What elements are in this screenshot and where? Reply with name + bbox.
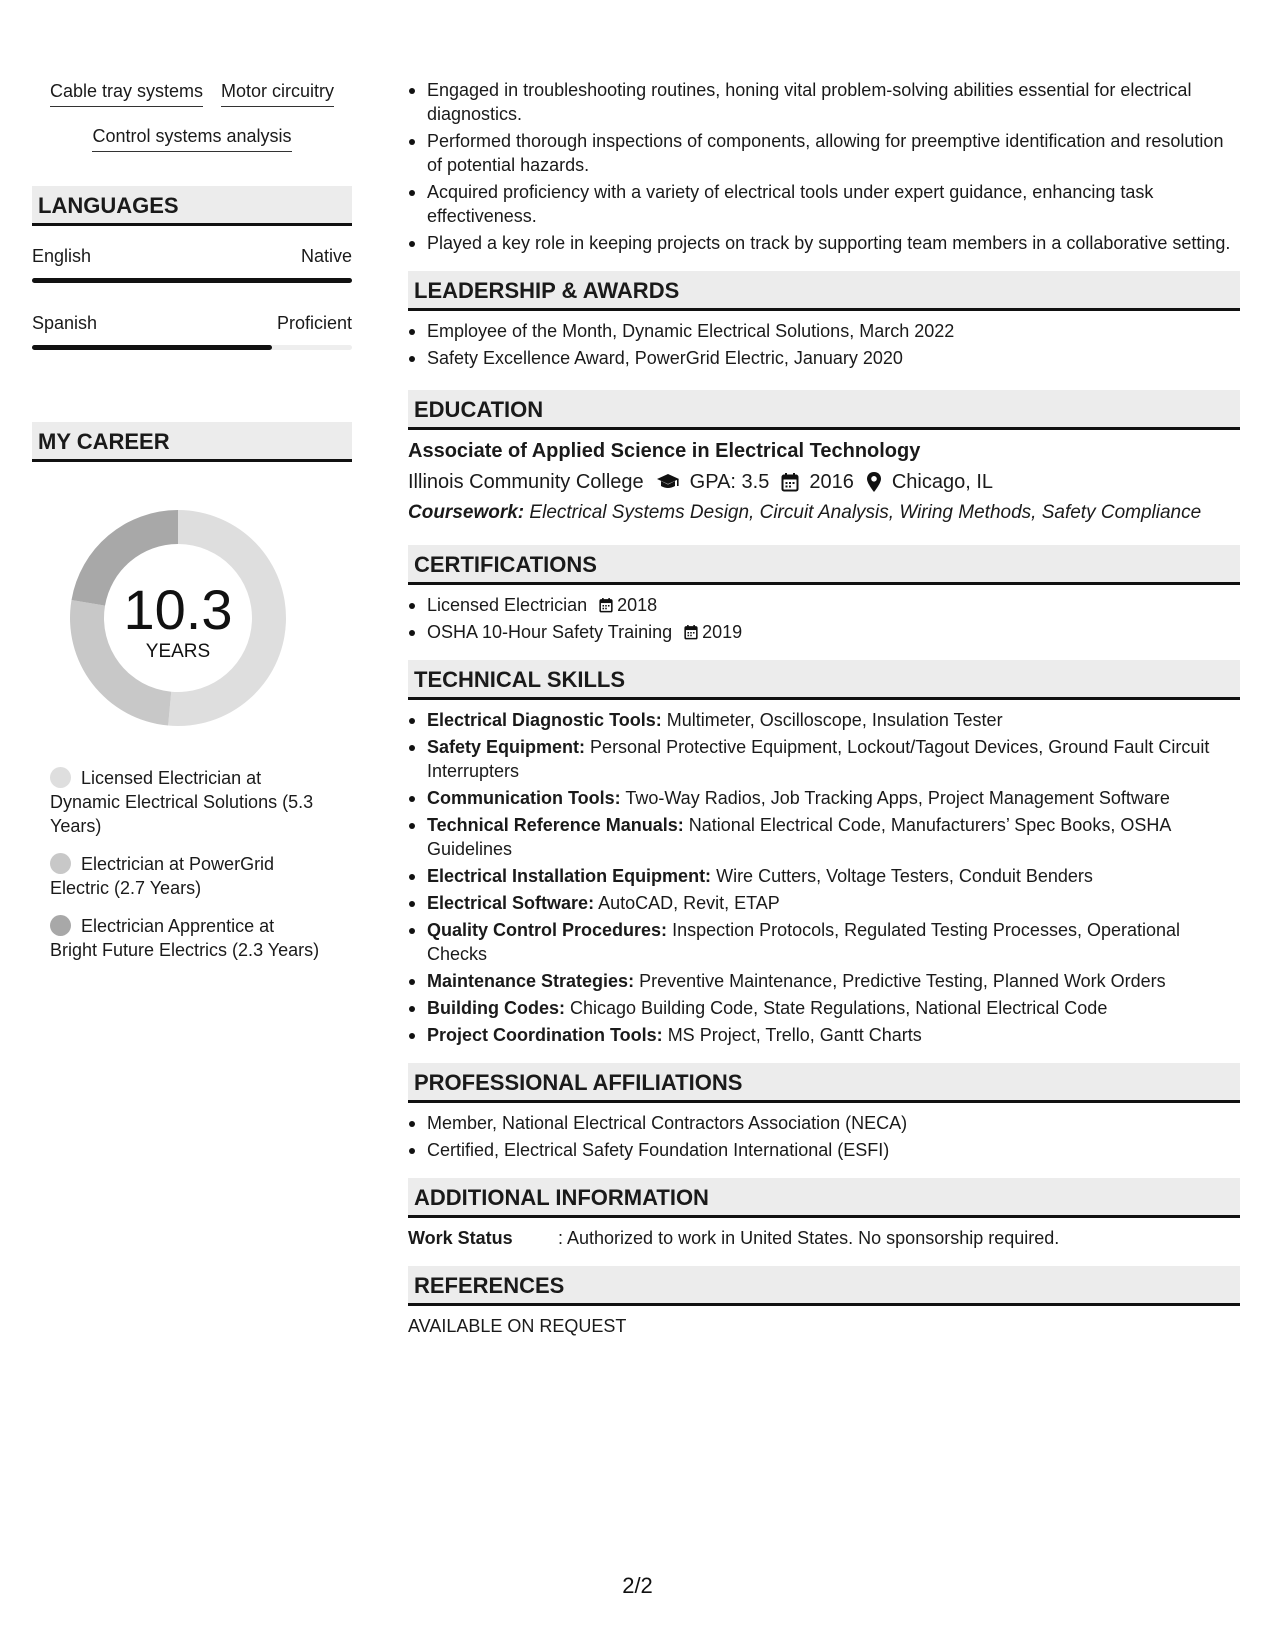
skill-label: Technical Reference Manuals: [427,815,684,835]
skill-tag: Motor circuitry [221,80,334,107]
references-heading: REFERENCES [408,1266,1240,1306]
skill-tag: Cable tray systems [50,80,203,107]
skill-value: Preventive Maintenance, Predictive Testing, Planned Work Orders [639,971,1166,991]
work-status [408,1226,1240,1250]
coursework [408,500,1240,525]
education-heading: EDUCATION [408,390,1240,430]
sidebar [32,80,352,976]
certifications-heading: CERTIFICATIONS [408,545,1240,585]
career-role-label: Licensed Electrician at Dynamic Electrical Solutions (5.3 Years) [50,768,314,836]
language-item [32,311,352,350]
skill-label: Quality Control Procedures: [427,920,668,940]
certification-item [408,593,1240,617]
affiliation-item: Certified, Electrical Safety Foundation International (ESFI) [408,1138,1240,1162]
graduation-cap-icon [656,473,680,491]
language-proficiency-fill [32,345,272,350]
experience-bullet: Performed thorough inspections of components, allowing for preemptive identification and resolution of potential hazards. [408,129,1240,177]
affiliations-heading: PROFESSIONAL AFFILIATIONS [408,1063,1240,1103]
skill-label: Communication Tools: [427,788,621,808]
main-content [408,78,1240,1338]
work-status-value: : Authorized to work in United States. No sponsorship required. [558,1228,1060,1248]
education-entry [408,438,1240,525]
career-legend-item [50,852,322,900]
technical-skill-item [408,735,1240,783]
career-legend-item [50,766,322,838]
career-total-unit: YEARS [145,641,211,662]
coursework-list: Electrical Systems Design, Circuit Analysis, Wiring Methods, Safety Compliance [529,502,1202,523]
leadership-heading: LEADERSHIP & AWARDS [408,271,1240,311]
technical-skills-heading: TECHNICAL SKILLS [408,660,1240,700]
languages-heading: LANGUAGES [32,186,352,226]
education-meta [408,468,1240,496]
graduation-year: 2016 [809,471,854,493]
language-proficiency-bar [32,278,352,283]
language-item [32,244,352,283]
technical-skill-item [408,1023,1240,1047]
technical-skill-item [408,813,1240,861]
skill-value: Personal Protective Equipment, Lockout/Tagout Devices, Ground Fault Circuit Interrupters [427,737,1210,781]
certification-year: 2019 [702,622,743,642]
page-number: 2/2 [622,1573,653,1598]
school-location: Chicago, IL [891,471,993,493]
certifications-list [408,593,1240,644]
technical-skill-item [408,918,1240,966]
calendar-icon [684,624,698,640]
experience-bullet: Engaged in troubleshooting routines, honing vital problem-solving abilities essential for electrical diagnostics. [408,78,1240,126]
technical-skill-item [408,786,1240,810]
technical-skill-item [408,708,1240,732]
leadership-list [408,319,1240,370]
language-name: Spanish [32,313,98,333]
career-legend-item [50,914,322,962]
legend-dot-icon [50,853,71,874]
skill-value: Wire Cutters, Voltage Testers, Conduit Benders [716,866,1093,886]
skill-label: Building Codes: [427,998,565,1018]
certification-name: OSHA 10-Hour Safety Training [427,622,673,642]
certification-year: 2018 [617,595,658,615]
technical-skill-item [408,969,1240,993]
skill-value: Chicago Building Code, State Regulations, National Electrical Code [570,998,1108,1018]
experience-bullets [408,78,1240,255]
references-text: AVAILABLE ON REQUEST [408,1316,627,1336]
skill-label: Electrical Installation Equipment: [427,866,712,886]
leadership-item: Safety Excellence Award, PowerGrid Electric, January 2020 [408,346,1240,370]
skill-tags [32,80,352,152]
language-level: Proficient [276,313,352,333]
skill-value: Two-Way Radios, Job Tracking Apps, Project Management Software [625,788,1170,808]
school-name: Illinois Community College [408,471,644,493]
language-proficiency-fill [32,278,352,283]
language-name: English [32,246,92,266]
affiliation-item: Member, National Electrical Contractors Association (NECA) [408,1111,1240,1135]
career-role-label: Electrician at PowerGrid Electric (2.7 Years) [50,854,275,898]
technical-skill-item [408,864,1240,888]
career-total-value: 10.3 [123,578,233,641]
skill-value: MS Project, Trello, Gantt Charts [667,1025,922,1045]
experience-bullet: Played a key role in keeping projects on track by supporting team members in a collaborative setting. [408,231,1240,255]
leadership-item: Employee of the Month, Dynamic Electrical Solutions, March 2022 [408,319,1240,343]
experience-bullet: Acquired proficiency with a variety of electrical tools under expert guidance, enhancing task effectiveness. [408,180,1240,228]
technical-skills-list [408,708,1240,1047]
legend-dot-icon [50,915,71,936]
skill-label: Safety Equipment: [427,737,586,757]
skill-label: Maintenance Strategies: [427,971,635,991]
skill-label: Project Coordination Tools: [427,1025,663,1045]
skill-value: Inspection Protocols, Regulated Testing Processes, Operational Checks [427,920,1181,964]
legend-dot-icon [50,767,71,788]
skill-value: National Electrical Code, Manufacturers’ Spec Books, OSHA Guidelines [427,815,1171,859]
gpa: GPA: 3.5 [689,471,770,493]
location-pin-icon [866,471,882,493]
work-status-label: Work Status [408,1228,513,1248]
calendar-icon [599,597,613,613]
skill-value: Multimeter, Oscilloscope, Insulation Tester [666,710,1003,730]
skill-tag-row [32,80,352,107]
skill-tag-row [32,125,352,152]
calendar-icon [781,472,799,492]
coursework-label: Coursework: [408,502,525,523]
additional-info-heading: ADDITIONAL INFORMATION [408,1178,1240,1218]
certification-item [408,620,1240,644]
career-heading: MY CAREER [32,422,352,462]
language-level: Native [300,246,352,266]
skill-value: AutoCAD, Revit, ETAP [598,893,780,913]
technical-skill-item [408,996,1240,1020]
certification-name: Licensed Electrician [427,595,588,615]
career-donut-chart [66,506,290,730]
skill-label: Electrical Software: [427,893,595,913]
career-legend [32,766,322,962]
skill-tag: Control systems analysis [92,125,291,152]
career-total [66,506,290,730]
affiliations-list [408,1111,1240,1162]
career-role-label: Electrician Apprentice at Bright Future Electrics (2.3 Years) [50,916,320,960]
technical-skill-item [408,891,1240,915]
language-proficiency-bar [32,345,352,350]
degree-title: Associate of Applied Science in Electrical Technology [408,440,921,462]
skill-label: Electrical Diagnostic Tools: [427,710,662,730]
